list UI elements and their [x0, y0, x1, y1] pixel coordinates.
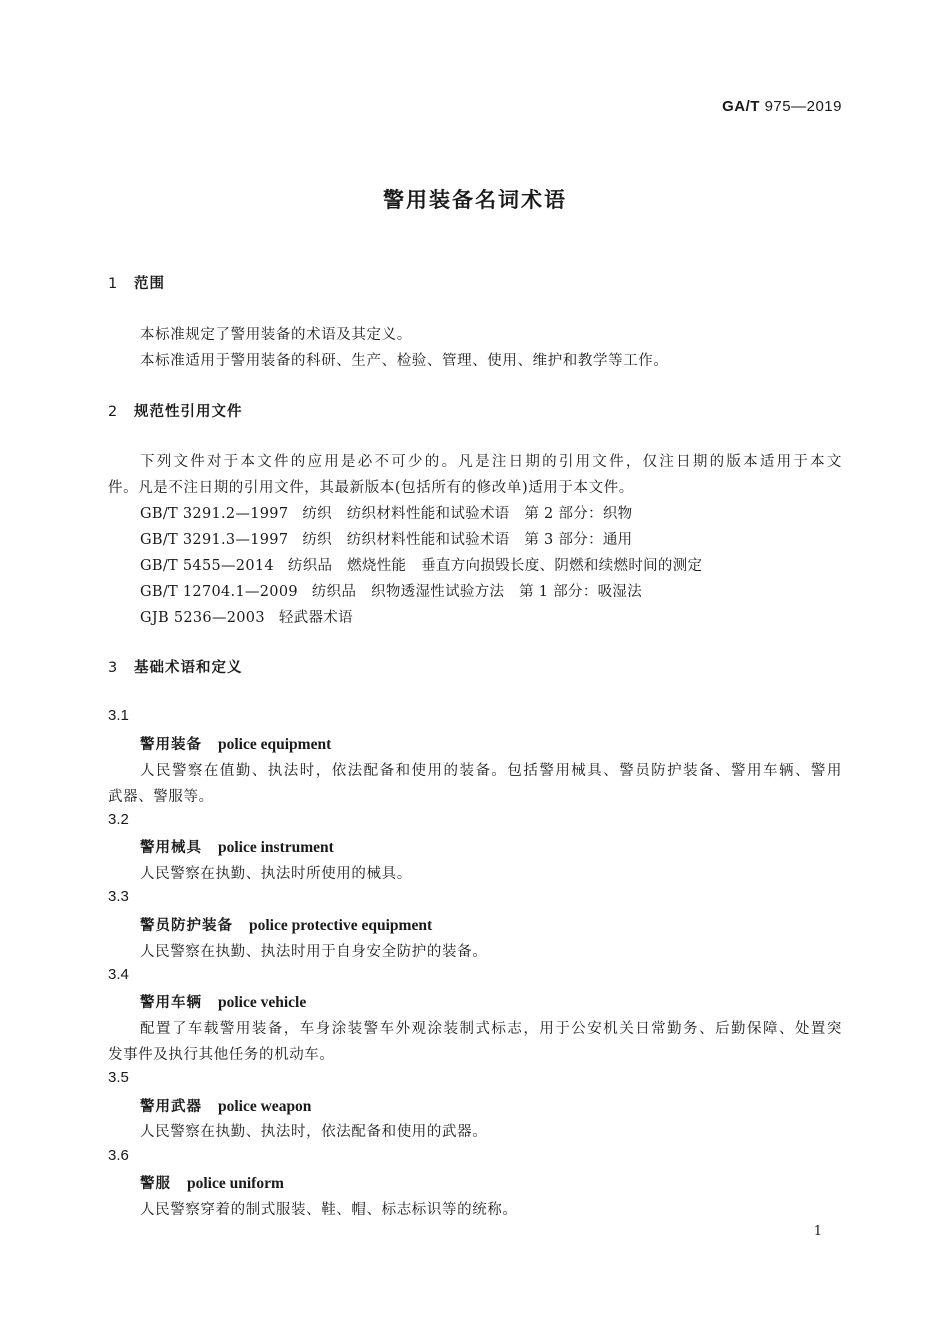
- term-definition-line: 发事件及执行其他任务的机动车。: [108, 1047, 335, 1063]
- term-definition-line: 人民警察穿着的制式服装、鞋、帽、标志标识等的统称。: [140, 1202, 518, 1218]
- paragraph-line: 件。凡是不注日期的引用文件，其最新版本(包括所有的修改单)适用于本文件。: [108, 480, 634, 496]
- section-number: 3: [108, 660, 119, 676]
- term-english: police uniform: [187, 1175, 284, 1192]
- term-heading: [140, 914, 432, 935]
- reference-title: 纺织品 织物透湿性试验方法 第 1 部分：吸湿法: [311, 584, 643, 600]
- term-english: police equipment: [218, 736, 332, 753]
- paragraph: 本标准规定了警用装备的术语及其定义。: [140, 327, 412, 343]
- reference-title: 纺织 纺织材料性能和试验术语 第 3 部分：通用: [302, 532, 633, 548]
- reference-title: 轻武器术语: [278, 610, 353, 626]
- term-number: 3.2: [108, 811, 129, 828]
- document-title: 警用装备名词术语: [383, 188, 567, 212]
- term-chinese: 警员防护装备: [140, 918, 233, 934]
- reference-item: [140, 502, 647, 523]
- section-heading-references: [108, 400, 243, 421]
- term-number: 3.5: [108, 1069, 129, 1086]
- term-english: police instrument: [218, 839, 334, 856]
- term-english: police vehicle: [218, 994, 307, 1011]
- term-chinese: 警服: [140, 1176, 171, 1192]
- term-number: 3.4: [108, 966, 129, 983]
- term-definition-line: 配置了车载警用装备，车身涂装警车外观涂装制式标志，用于公安机关日常勤务、后勤保障、处置突: [140, 1021, 842, 1037]
- paragraph: 本标准适用于警用装备的科研、生产、检验、管理、使用、维护和教学等工作。: [140, 353, 669, 369]
- reference-code: GB/T 12704.1—2009: [140, 584, 298, 600]
- term-definition-line: 人民警察在执勤、执法时所使用的械具。: [140, 866, 412, 882]
- paragraph-line: 下列文件对于本文件的应用是必不可少的。凡是注日期的引用文件，仅注日期的版本适用于本文: [140, 454, 842, 470]
- section-heading-terms: [108, 656, 243, 677]
- reference-code: GB/T 3291.2—1997: [140, 506, 289, 522]
- section-title: 范围: [134, 276, 165, 292]
- term-chinese: 警用械具: [140, 840, 202, 856]
- section-number: 1: [108, 276, 119, 292]
- page-number: 1: [813, 1224, 822, 1239]
- term-definition-line: 人民警察在执勤、执法时，依法配备和使用的武器。: [140, 1124, 488, 1140]
- term-english: police weapon: [218, 1098, 312, 1115]
- reference-code: GB/T 3291.3—1997: [140, 532, 289, 548]
- term-definition-line: 人民警察在值勤、执法时，依法配备和使用的装备。包括警用械具、警员防护装备、警用车辆、警用: [140, 763, 842, 779]
- term-heading: [140, 1095, 311, 1116]
- reference-item: [140, 528, 647, 549]
- term-definition-line: 武器、警服等。: [108, 789, 214, 805]
- standard-number: 975—2019: [764, 98, 842, 115]
- section-number: 2: [108, 404, 119, 420]
- section-title: 规范性引用文件: [134, 404, 243, 420]
- term-chinese: 警用车辆: [140, 995, 202, 1011]
- reference-item: [140, 580, 656, 601]
- reference-item: [140, 606, 367, 627]
- reference-code: GJB 5236—2003: [140, 610, 265, 626]
- standard-prefix: GA/T: [722, 98, 760, 115]
- term-heading: [140, 836, 334, 857]
- term-definition-line: 人民警察在执勤、执法时用于自身安全防护的装备。: [140, 944, 488, 960]
- term-heading: [140, 1172, 284, 1193]
- term-chinese: 警用装备: [140, 737, 202, 753]
- term-number: 3.6: [108, 1147, 129, 1164]
- reference-code: GB/T 5455—2014: [140, 558, 274, 574]
- term-english: police protective equipment: [249, 917, 433, 934]
- reference-title: 纺织 纺织材料性能和试验术语 第 2 部分：织物: [302, 506, 633, 522]
- term-heading: [140, 991, 306, 1012]
- section-heading-scope: [108, 272, 165, 293]
- reference-item: [140, 554, 716, 575]
- term-number: 3.3: [108, 888, 129, 905]
- reference-title: 纺织品 燃烧性能 垂直方向损毁长度、阴燃和续燃时间的测定: [287, 558, 703, 574]
- term-heading: [140, 733, 331, 754]
- term-chinese: 警用武器: [140, 1099, 202, 1115]
- section-title: 基础术语和定义: [134, 660, 243, 676]
- term-number: 3.1: [108, 707, 129, 724]
- standard-code: [722, 98, 842, 115]
